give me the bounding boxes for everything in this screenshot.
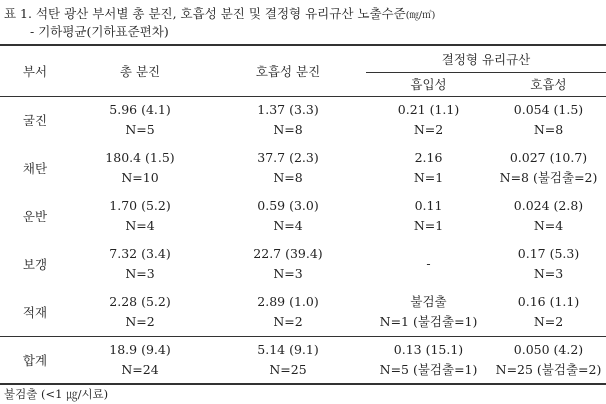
dept-cell: 보갱 — [22, 257, 48, 272]
header-cryst-respirable: 호흡성 — [491, 72, 606, 96]
inh-cell: 0.13 (15.1) N=5 (불검출=1) — [366, 336, 491, 384]
total-cell: 180.4 (1.5) N=10 — [105, 150, 175, 185]
dept-cell: 채탄 — [22, 161, 48, 176]
dept-cell: 굴진 — [0, 96, 70, 144]
table-row — [0, 144, 606, 192]
dept-cell: 적재 — [22, 304, 48, 320]
table-row-total — [0, 336, 606, 384]
crs-cell: 0.050 (4.2) N=25 (불검출=2) — [491, 336, 606, 384]
dept-cell: 운반 — [22, 209, 48, 224]
unit-label: (㎎/㎥) — [405, 10, 436, 21]
table-row — [0, 240, 606, 288]
footnote: 불검출 (<1 ㎍/시료) — [4, 387, 109, 401]
total-cell: 7.32 (3.4) N=3 — [109, 246, 171, 281]
resp-cell: 2.89 (1.0) N=2 — [257, 293, 319, 329]
table-subtitle: - 기하평균(기하표준편차) — [30, 24, 169, 39]
resp-cell: 22.7 (39.4) N=3 — [253, 246, 323, 281]
crs-cell: 0.17 (5.3) N=3 — [517, 246, 580, 281]
total-cell: 1.70 (5.2) N=4 — [109, 198, 171, 233]
header-dept: 부서 — [0, 45, 70, 96]
crs-cell: 0.16 (1.1) N=2 — [517, 293, 580, 329]
total-cell: 2.28 (5.2) N=2 — [109, 293, 171, 329]
table-row — [0, 288, 606, 336]
dept-cell: 합계 — [0, 336, 70, 384]
resp-cell: 37.7 (2.3) N=8 — [257, 150, 319, 185]
crs-cell: 0.054 (1.5) N=8 — [491, 96, 606, 144]
header-total-dust: 총 분진 — [70, 45, 210, 96]
total-cell: 18.9 (9.4) N=24 — [70, 336, 210, 384]
exposure-table — [0, 44, 606, 385]
crs-cell: 0.024 (2.8) N=4 — [513, 198, 584, 233]
crs-cell: 0.027 (10.7) N=8 (불검출=2) — [499, 150, 598, 185]
inh-cell: 0.21 (1.1) N=2 — [366, 96, 491, 144]
resp-cell: 1.37 (3.3) N=8 — [210, 96, 366, 144]
resp-cell: 0.59 (3.0) N=4 — [257, 198, 319, 233]
header-inhalable: 흡입성 — [366, 72, 491, 96]
inh-cell: - — [426, 256, 431, 271]
table-row — [0, 192, 606, 240]
inh-cell: 불검출 N=1 (불검출=1) — [379, 293, 478, 329]
table-row — [0, 96, 606, 144]
total-cell: 5.96 (4.1) N=5 — [70, 96, 210, 144]
inh-cell: 0.11 N=1 — [413, 198, 444, 233]
header-respirable-dust: 호흡성 분진 — [210, 45, 366, 96]
header-crystalline-silica: 결정형 유리규산 — [366, 45, 606, 72]
table-title: 표 1. 석탄 광산 부서별 총 분진, 호흡성 분진 및 결정형 유리규산 노출수준(㎎/㎥) — [4, 6, 436, 21]
inh-cell: 2.16 N=1 — [413, 150, 444, 185]
resp-cell: 5.14 (9.1) N=25 — [210, 336, 366, 384]
